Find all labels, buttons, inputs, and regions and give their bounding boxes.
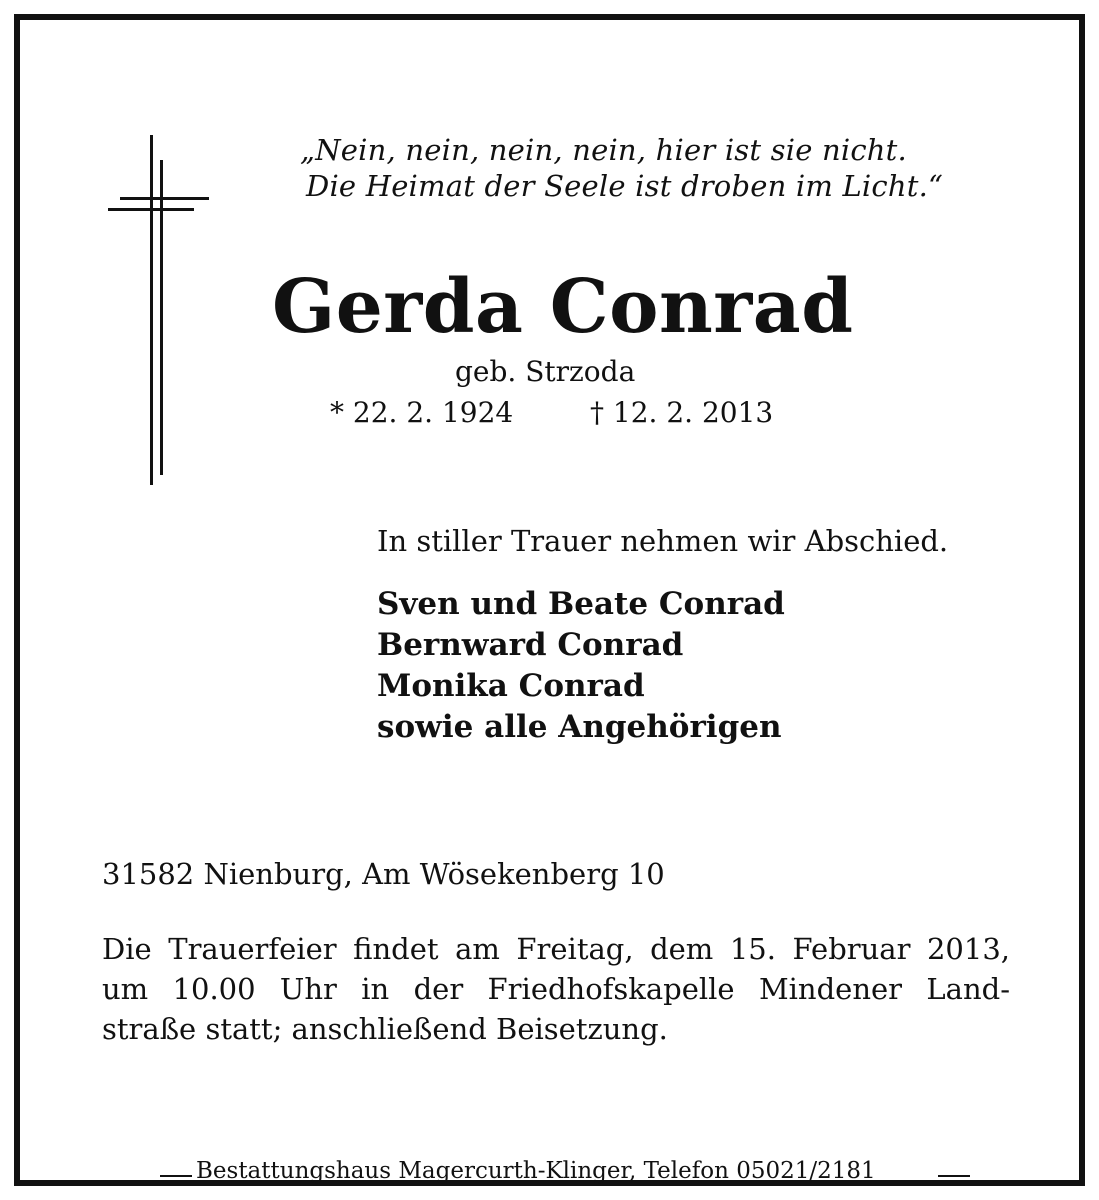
farewell-text: In stiller Trauer nehmen wir Abschied. (377, 524, 949, 558)
funeral-home-text: Bestattungshaus Magercurth-Klinger, Telefon 05021/2181 (196, 1158, 876, 1184)
memorial-quote (300, 132, 943, 204)
mourner-name: Bernward Conrad (377, 627, 684, 663)
quote-line-2: Die Heimat der Seele ist droben im Licht.“ (306, 169, 944, 203)
ceremony-info (102, 929, 1010, 1049)
funeral-home-footer (20, 1154, 1079, 1190)
quote-line-1: „Nein, nein, nein, nein, hier ist sie nicht. (300, 133, 907, 167)
mourner-name: sowie alle Angehörigen (377, 709, 782, 745)
death-date: † 12. 2. 2013 (590, 396, 774, 429)
ceremony-line-1: Die Trauerfeier findet am Freitag, dem 15. Februar 2013, (102, 932, 1010, 966)
deceased-name: Gerda Conrad (272, 264, 854, 350)
mourner-name: Monika Conrad (377, 668, 645, 704)
mourner-name: Sven und Beate Conrad (377, 586, 785, 622)
birth-date: * 22. 2. 1924 (330, 396, 514, 429)
footer-rule-right (938, 1175, 970, 1177)
ceremony-line-2: um 10.00 Uhr in der Friedhofskapelle Mindener Land- (102, 972, 1010, 1006)
footer-rule-left (160, 1175, 192, 1177)
ceremony-line-3: straße statt; anschließend Beisetzung. (102, 1012, 668, 1046)
maiden-name: geb. Strzoda (455, 355, 636, 388)
mourners-list (377, 584, 785, 748)
family-address: 31582 Nienburg, Am Wösekenberg 10 (102, 857, 665, 891)
